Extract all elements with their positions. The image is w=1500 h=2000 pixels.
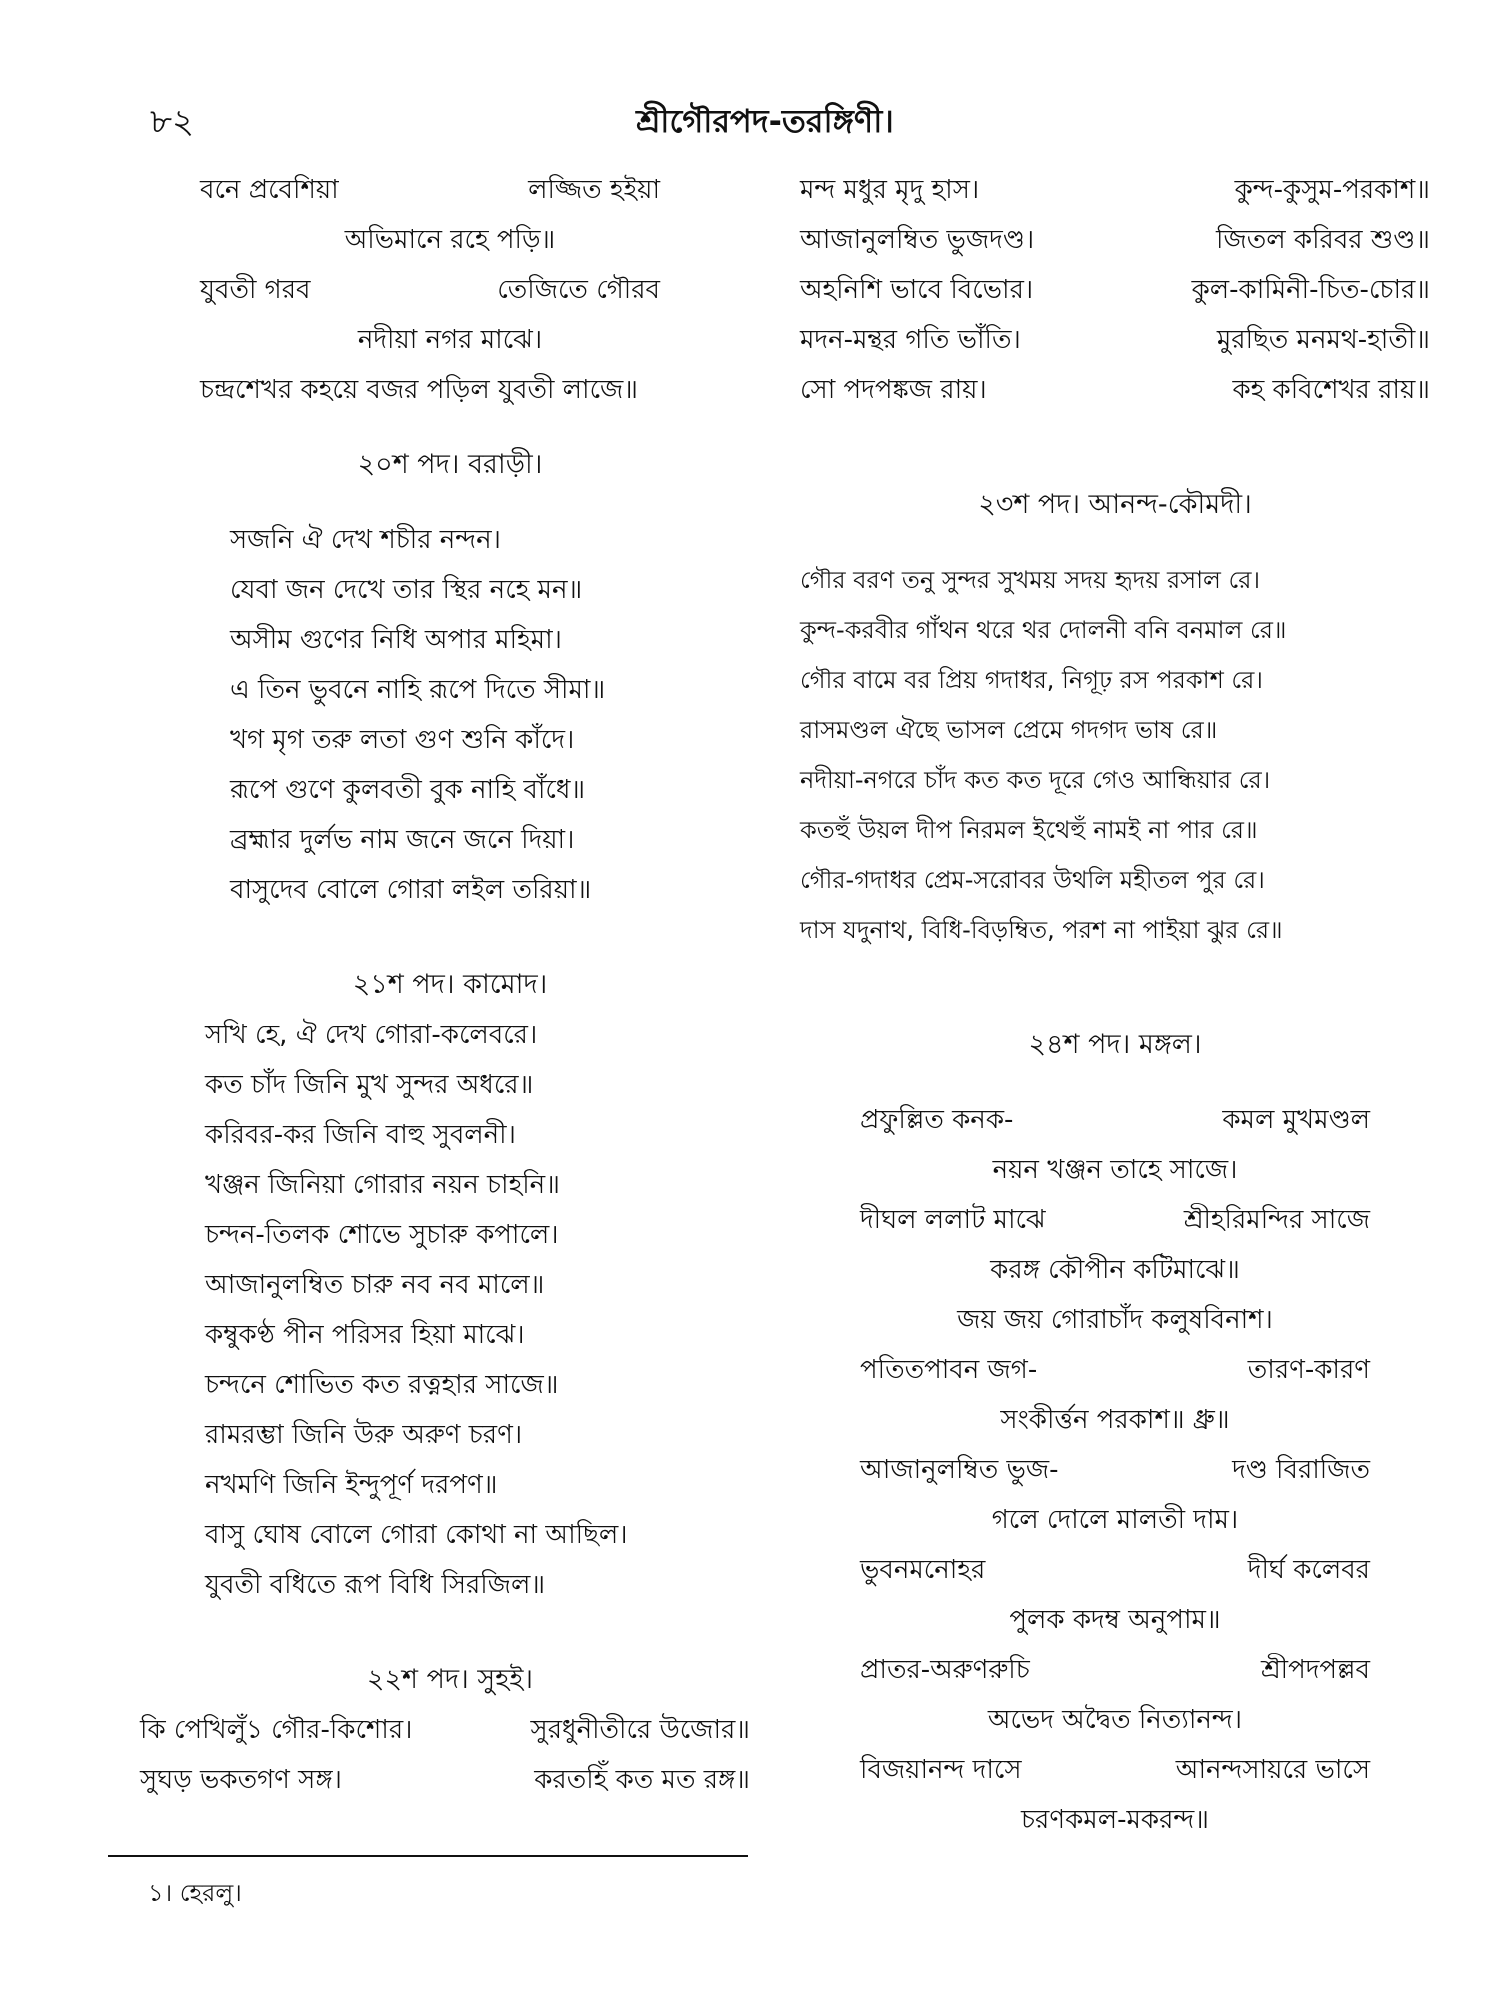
verse-line: চন্দনে শোভিত কত রত্নহার সাজে॥: [205, 1370, 559, 1400]
verse-line: [860, 1195, 1370, 1245]
verse-half: সুরধুনীতীরে উজোর॥: [530, 1715, 750, 1745]
verse-half: শ্রীপদপল্লব: [1261, 1655, 1370, 1685]
verse-half: যুবতী গরব: [200, 275, 311, 305]
verse-half: মন্দ মধুর মৃদু হাস।: [800, 175, 980, 205]
verse-line: গৌর বামে বর প্রিয় গদাধর, নিগূঢ় রস পরকাশ রে।: [800, 666, 1263, 694]
verse-half: কুল-কামিনী-চিত-চোর॥: [1191, 275, 1430, 305]
verse-line: সংকীর্ত্তন পরকাশ॥ ধ্রু॥: [1000, 1405, 1230, 1435]
verse-half: কমল মুখমণ্ডল: [1222, 1105, 1370, 1135]
verse-line: [860, 1745, 1370, 1795]
verse-half: মদন-মন্থর গতি ভাঁতি।: [800, 325, 1021, 355]
page-number: ৮২: [150, 102, 195, 142]
pada-heading: ২৩শ পদ। আনন্দ-কৌমদী।: [978, 489, 1252, 520]
verse-line: [140, 165, 760, 215]
verse-line: নয়ন খঞ্জন তাহে সাজে।: [992, 1155, 1238, 1185]
right-column: [800, 165, 1430, 1845]
footnote-rule: [108, 1855, 748, 1857]
verse-line: [800, 365, 1430, 415]
verse-line: রূপে গুণে কুলবতী বুক নাহি বাঁধে॥: [230, 775, 586, 805]
verse-line: [140, 1755, 760, 1805]
verse-line: [860, 1345, 1370, 1395]
verse-line: কত চাঁদ জিনি মুখ সুন্দর অধরে॥: [205, 1070, 534, 1100]
verse-line: কম্বুকণ্ঠ পীন পরিসর হিয়া মাঝে।: [205, 1320, 525, 1350]
verse-half: কি পেখিলুঁ১ গৌর-কিশোর।: [140, 1715, 413, 1745]
verse-line: জয় জয় গোরাচাঁদ কলুষবিনাশ।: [957, 1305, 1273, 1335]
verse-half: আনন্দসায়রে ভাসে: [1175, 1755, 1370, 1785]
verse-half: দীঘল ললাট মাঝে: [860, 1205, 1046, 1235]
verse-line: এ তিন ভুবনে নাহি রূপে দিতে সীমা॥: [230, 675, 606, 705]
pada-23-verses: [800, 555, 1430, 955]
verse-line: গৌর বরণ তনু সুন্দর সুখময় সদয় হৃদয় রসাল রে।: [800, 566, 1261, 594]
verse-line: নদীয়া-নগরে চাঁদ কত কত দূরে গেও আন্ধিয়ার রে।: [800, 766, 1271, 794]
verse-half: করতহিঁ কত মত রঙ্গ॥: [534, 1765, 750, 1795]
pada-heading: ২১শ পদ। কামোদ।: [352, 969, 548, 1000]
verse-line: খগ মৃগ তরু লতা গুণ শুনি কাঁদে।: [230, 725, 575, 755]
verse-line: রাসমণ্ডল ঐছে ভাসল প্রেমে গদগদ ভাষ রে॥: [800, 716, 1218, 744]
verse-line: [800, 315, 1430, 365]
verse-line: ব্রহ্মার দুর্লভ নাম জনে জনে দিয়া।: [230, 825, 575, 855]
verse-half: লজ্জিত হইয়া: [528, 175, 660, 205]
verse-line: [860, 1645, 1370, 1695]
verse-line: গৌর-গদাধর প্রেম-সরোবর উথলি মহীতল পুর রে।: [800, 866, 1265, 894]
verse-line: বাসুদেব বোলে গোরা লইল তরিয়া॥: [230, 875, 592, 905]
verse-line: আজানুলম্বিত চারু নব নব মালে॥: [205, 1270, 545, 1300]
verse-half: মুরছিত মনমথ-হাতী॥: [1216, 325, 1430, 355]
verse-half: কহ কবিশেখর রায়॥: [1232, 375, 1430, 405]
verse-line: কতহুঁ উয়ল দীপ নিরমল ইথেহুঁ নামই না পার রে॥: [800, 816, 1258, 844]
verse-line: [140, 265, 760, 315]
verse-line: যুবতী বধিতে রূপ বিধি সিরজিল॥: [205, 1570, 546, 1600]
verse-half: বিজয়ানন্দ দাসে: [860, 1755, 1022, 1785]
verse-half: আজানুলম্বিত ভুজদণ্ড।: [800, 225, 1035, 255]
verse-line: কুন্দ-করবীর গাঁথন থরে থর দোলনী বনি বনমাল রে॥: [800, 616, 1287, 644]
verse-line: চরণকমল-মকরন্দ॥: [1021, 1805, 1209, 1835]
verse-half: দণ্ড বিরাজিত: [1232, 1455, 1370, 1485]
pada-heading: ২০শ পদ। বরাড়ী।: [357, 449, 543, 480]
verse-half: জিতল করিবর শুণ্ড॥: [1216, 225, 1430, 255]
verse-line: [860, 1445, 1370, 1495]
verse-half: বনে প্রবেশিয়া: [200, 175, 339, 205]
verse-half: ভুবনমনোহর: [860, 1555, 986, 1585]
pada-20-verses: [140, 515, 760, 915]
verse-half: তারণ-কারণ: [1247, 1355, 1370, 1385]
verse-line: অভেদ অদ্বৈত নিত্যানন্দ।: [987, 1705, 1243, 1735]
verse-half: শ্রীহরিমন্দির সাজে: [1183, 1205, 1370, 1235]
verse-line: করঙ্গ কৌপীন কটিমাঝে॥: [990, 1255, 1240, 1285]
verse-line: অসীম গুণের নিধি অপার মহিমা।: [230, 625, 562, 655]
verse-line: বাসু ঘোষ বোলে গোরা কোথা না আছিল।: [205, 1520, 628, 1550]
pada-21-verses: [140, 1010, 760, 1610]
verse-line: রামরম্ভা জিনি উরু অরুণ চরণ।: [205, 1420, 523, 1450]
verse-line: [140, 1705, 760, 1755]
verse-half: অহনিশি ভাবে বিভোর।: [800, 275, 1034, 305]
verse-half: আজানুলম্বিত ভুজ-: [860, 1455, 1059, 1485]
verse-line: [800, 165, 1430, 215]
pada-heading: ২৪শ পদ। মঙ্গল।: [1028, 1029, 1202, 1060]
verse-line: নখমণি জিনি ইন্দুপূর্ণ দরপণ॥: [205, 1470, 498, 1500]
verse-line: চন্দন-তিলক শোভে সুচারু কপালে।: [205, 1220, 559, 1250]
verse-line: গলে দোলে মালতী দাম।: [991, 1505, 1239, 1535]
verse-line: [800, 265, 1430, 315]
verse-half: প্রফুল্লিত কনক-: [860, 1105, 1014, 1135]
verse-half: প্রাতর-অরুণরুচি: [860, 1655, 1030, 1685]
verse-line: দাস যদুনাথ, বিধি-বিড়ম্বিত, পরশ না পাইয়া ঝুর রে॥: [800, 916, 1283, 944]
pada-24-verses: [800, 1095, 1430, 1845]
right-continuation: [800, 165, 1430, 415]
verse-line: যেবা জন দেখে তার স্থির নহে মন॥: [230, 575, 583, 605]
pada-heading: ২২শ পদ। সুহই।: [366, 1664, 534, 1695]
verse-line: [860, 1545, 1370, 1595]
verse-line: করিবর-কর জিনি বাহু সুবলনী।: [205, 1120, 516, 1150]
verse-half: তেজিতে গৌরব: [497, 275, 660, 305]
verse-line: নদীয়া নগর মাঝে।: [357, 325, 543, 355]
verse-half: সো পদপঙ্কজ রায়।: [800, 375, 987, 405]
verse-line: খঞ্জন জিনিয়া গোরার নয়ন চাহনি॥: [205, 1170, 560, 1200]
left-continuation: [140, 165, 760, 415]
verse-half: সুঘড় ভকতগণ সঙ্গ।: [140, 1765, 342, 1795]
running-title: শ্রীগৌরপদ-তরঙ্গিণী।: [636, 102, 894, 140]
verse-line: অভিমানে রহে পড়ি॥: [344, 225, 556, 255]
verse-line: [860, 1095, 1370, 1145]
verse-half: কুন্দ-কুসুম-পরকাশ॥: [1234, 175, 1430, 205]
left-column: [140, 165, 760, 1805]
verse-half: পতিতপাবন জগ-: [860, 1355, 1038, 1385]
verse-line: সজনি ঐ দেখ শচীর নন্দন।: [230, 525, 501, 555]
verse-line: পুলক কদম্ব অনুপাম॥: [1009, 1605, 1221, 1635]
verse-line: সখি হে, ঐ দেখ গোরা-কলেবরে।: [205, 1020, 538, 1050]
verse-line: চন্দ্রশেখর কহয়ে বজর পড়িল যুবতী লাজে॥: [200, 375, 638, 405]
page-header: [140, 96, 1390, 146]
verse-line: [800, 215, 1430, 265]
verse-half: দীর্ঘ কলেবর: [1247, 1555, 1370, 1585]
pada-22-verses: [140, 1705, 760, 1805]
footnote: ১। হেরলু।: [148, 1879, 242, 1907]
